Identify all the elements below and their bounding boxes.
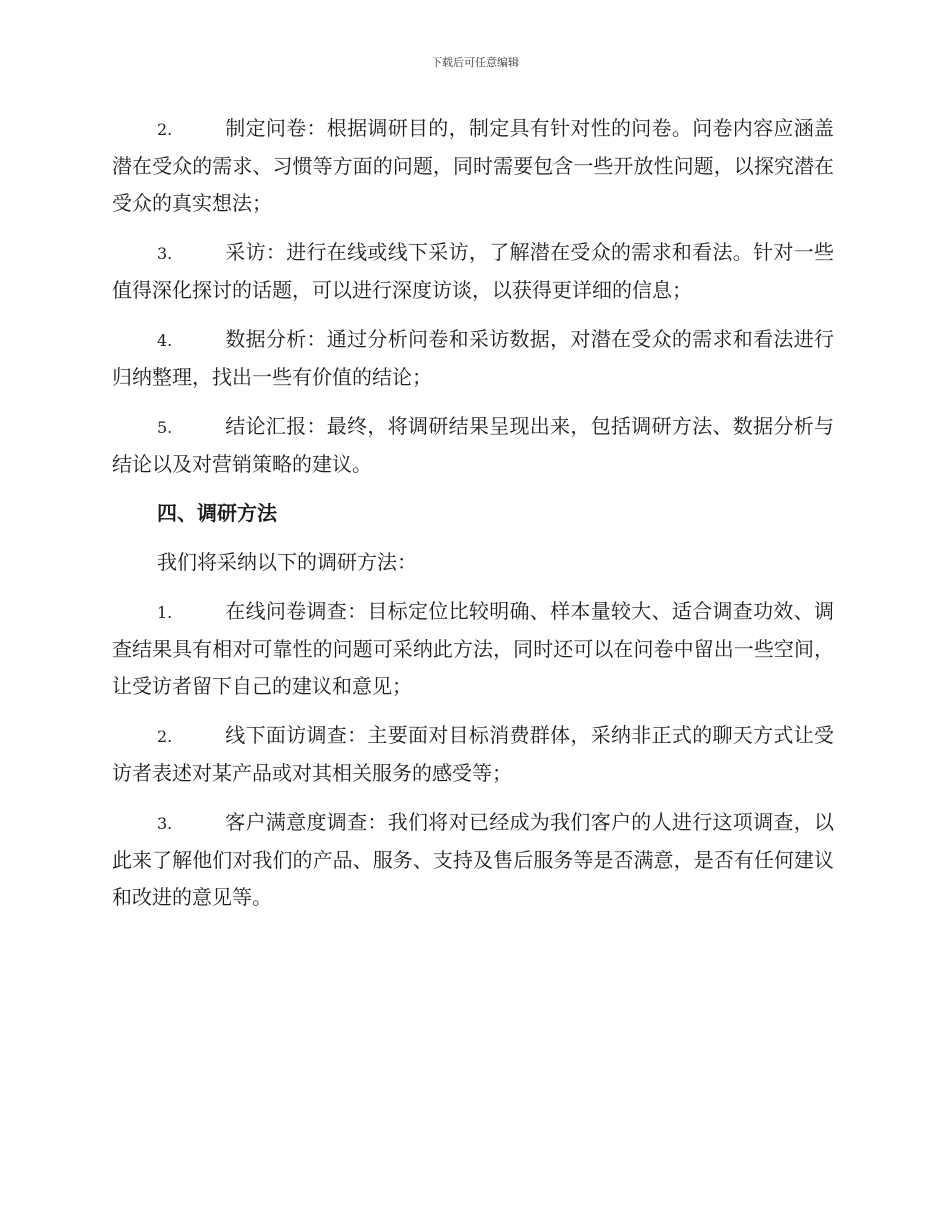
list-item-number: 2. xyxy=(157,120,173,139)
list-item-text: 客户满意度调查：我们将对已经成为我们客户的人进行这项调查，以此来了解他们对我们的产品、服务、支持及售后服务等是否满意，是否有任何建议和改进的意见等。 xyxy=(112,810,834,909)
list-item-number: 1. xyxy=(157,603,173,622)
list-item-text: 结论汇报：最终，将调研结果呈现出来，包括调研方法、数据分析与结论以及对营销策略的建议。 xyxy=(112,414,834,476)
list-item-number: 3. xyxy=(157,244,173,263)
list-item-text: 采访：进行在线或线下采访，了解潜在受众的需求和看法。针对一些值得深化探讨的话题，可以进行深度访谈，以获得更详细的信息； xyxy=(112,240,834,302)
list-item-text: 数据分析：通过分析问卷和采访数据，对潜在受众的需求和看法进行归纳整理，找出一些有价值的结论； xyxy=(112,327,834,389)
list-item-number: 2. xyxy=(157,727,173,746)
list-item xyxy=(112,321,834,396)
list-item xyxy=(112,110,834,222)
list-item-number: 3. xyxy=(157,814,173,833)
section-intro: 我们将采纳以下的调研方法： xyxy=(157,550,417,574)
list-item xyxy=(112,717,834,792)
list-item-text: 线下面访调查：主要面对目标消费群体，采纳非正式的聊天方式让受访者表述对某产品或对其相关服务的感受等； xyxy=(112,723,834,785)
page-content xyxy=(112,110,834,928)
list-item xyxy=(112,234,834,309)
list-item-number: 5. xyxy=(157,418,173,437)
list-item-number: 4. xyxy=(157,331,173,350)
page-header: 下载后可任意编辑 xyxy=(431,56,519,69)
list-item xyxy=(112,804,834,916)
list-item-text: 在线问卷调查：目标定位比较明确、样本量较大、适合调查功效、调查结果具有相对可靠性的问题可采纳此方法，同时还可以在问卷中留出一些空间，让受访者留下自己的建议和意见； xyxy=(112,599,834,698)
list-item xyxy=(112,408,834,483)
list-item-text: 制定问卷：根据调研目的，制定具有针对性的问卷。问卷内容应涵盖潜在受众的需求、习惯等方面的问题，同时需要包含一些开放性问题，以探究潜在受众的真实想法； xyxy=(112,116,834,215)
list-item xyxy=(112,593,834,705)
section-heading: 四、调研方法 xyxy=(157,501,277,525)
